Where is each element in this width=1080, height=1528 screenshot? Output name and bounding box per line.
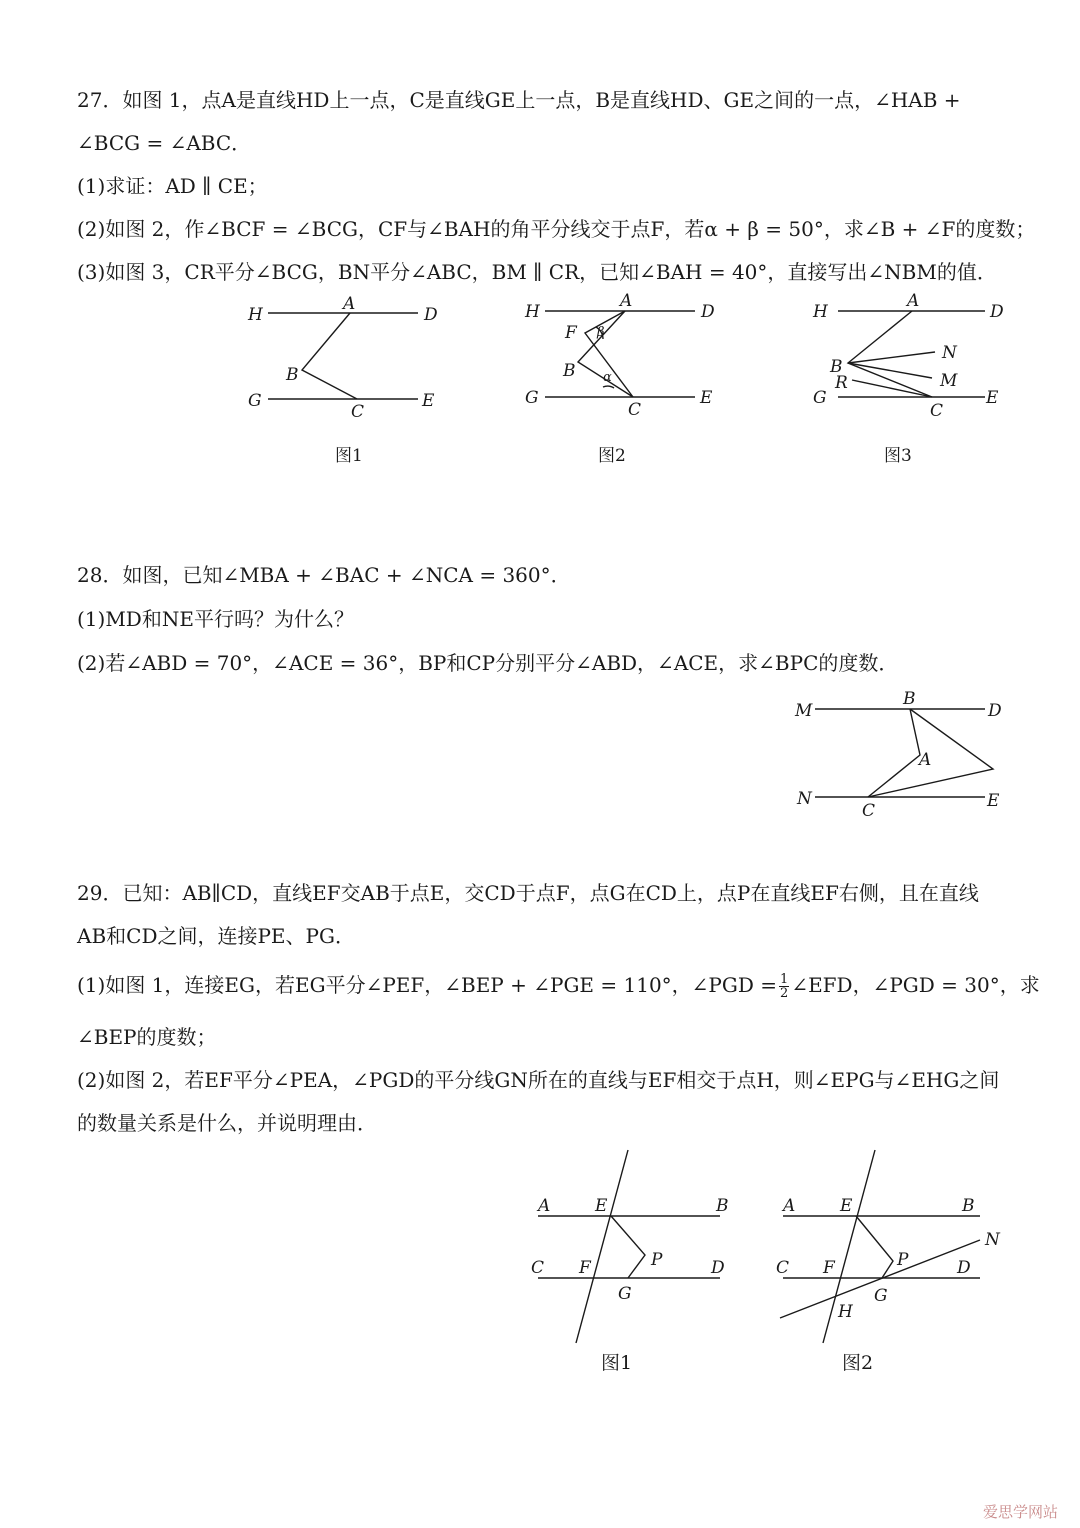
q28-fig-lines <box>815 709 993 797</box>
fig2-caption: 图2 <box>598 446 626 466</box>
q27-line-3: (1)求证：AD ∥ CE； <box>77 174 268 198</box>
q28-label-N: N <box>797 789 812 809</box>
q29-line-4: ∠BEP的度数； <box>77 1025 217 1049</box>
watermark: 爱思学网站 <box>982 1503 1058 1521</box>
q29-fig1-label-P: P <box>651 1250 663 1270</box>
fig3-label-M: M <box>940 371 958 391</box>
q27-line-1: 27．如图 1，点A是直线HD上一点，C是直线GE上一点，B是直线HD、GE之间的一点，∠HAB + <box>77 88 961 112</box>
q28-line-2: (1)MD和NE平行吗？为什么？ <box>77 607 354 631</box>
fig2-label-beta: β <box>597 325 605 340</box>
q29-fig2-label-A: A <box>783 1196 796 1216</box>
fig1-label-B: B <box>286 365 299 385</box>
fig3-label-B: B <box>830 357 843 377</box>
fig3-label-H: H <box>813 302 828 322</box>
q29-fig1-caption: 图1 <box>601 1352 633 1374</box>
fig2-label-A: A <box>620 291 633 311</box>
q29-line-6: 的数量关系是什么，并说明理由． <box>77 1111 377 1135</box>
fig1-caption: 图1 <box>335 446 363 466</box>
q29-fig1-label-B: B <box>716 1196 729 1216</box>
fig1-label-C: C <box>351 402 365 422</box>
q29-fig2-label-F: F <box>823 1258 835 1278</box>
fig3-label-A: A <box>907 291 920 311</box>
q29-fig1-label-E: E <box>595 1196 608 1216</box>
q28-label-M: M <box>795 701 813 721</box>
q29-line-3-part-a: (1)如图 1，连接EG，若EG平分∠PEF，∠BEP + ∠PGE = 110°，∠PGD = <box>77 973 778 997</box>
fig2-label-E: E <box>700 388 713 408</box>
fig3-label-N: N <box>942 343 957 363</box>
q29-fig2-label-C: C <box>776 1258 790 1278</box>
fig2-label-F: F <box>565 323 577 343</box>
q28-label-C: C <box>862 801 876 821</box>
fig1-label-H: H <box>248 305 263 325</box>
fraction-denominator: 2 <box>780 986 789 1001</box>
q29-fig1-label-A: A <box>538 1196 551 1216</box>
q29-fig1-label-C: C <box>531 1258 545 1278</box>
q27-line-4: (2)如图 2，作∠BCF = ∠BCG，CF与∠BAH的角平分线交于点F，若α + β = 50°，求∠B + ∠F的度数； <box>77 217 1036 241</box>
q29-fig2-label-H: H <box>838 1302 853 1322</box>
fig2-label-H: H <box>525 302 540 322</box>
q28-label-E: E <box>987 791 1000 811</box>
q28-line-1: 28．如图，已知∠MBA + ∠BAC + ∠NCA = 360°． <box>77 563 571 587</box>
q29-fig2-label-E: E <box>840 1196 853 1216</box>
fig1-label-E: E <box>422 391 435 411</box>
q28-label-A: A <box>919 750 932 770</box>
fig2-label-G: G <box>525 388 539 408</box>
q29-fig1-label-D: D <box>711 1258 725 1278</box>
fraction-numerator: 1 <box>780 972 789 987</box>
q29-line-2: AB和CD之间，连接PE、PG． <box>77 924 355 948</box>
fig3-label-D: D <box>990 302 1004 322</box>
q29-fig1-lines <box>538 1150 720 1343</box>
q29-fig2-lines <box>780 1150 980 1343</box>
fig2-label-alpha: α <box>603 370 612 385</box>
q28-label-D: D <box>988 701 1002 721</box>
fig3-label-E: E <box>986 388 999 408</box>
fig3-label-G: G <box>813 388 827 408</box>
q28-line-3: (2)若∠ABD = 70°，∠ACE = 36°，BP和CP分别平分∠ABD，∠ACE，求∠BPC的度数． <box>77 651 899 675</box>
fig3-label-C: C <box>930 401 944 421</box>
q29-fig1-label-F: F <box>579 1258 591 1278</box>
fig1-label-G: G <box>248 391 262 411</box>
q29-line-5: (2)如图 2，若EF平分∠PEA，∠PGD的平分线GN所在的直线与EF相交于点H，则∠EPG与∠EHG之间 <box>77 1068 1000 1092</box>
fig3-label-R: R <box>835 373 848 393</box>
q27-fig1-lines <box>268 313 418 399</box>
q27-fig3-lines <box>838 311 985 397</box>
fig1-label-A: A <box>343 294 356 314</box>
fig2-label-C: C <box>628 400 642 420</box>
q29-fig1-label-G: G <box>618 1284 632 1304</box>
q29-fig2-label-D: D <box>957 1258 971 1278</box>
q27-line-2: ∠BCG = ∠ABC． <box>77 131 252 155</box>
q29-fig2-label-G: G <box>874 1286 888 1306</box>
fig2-label-D: D <box>701 302 715 322</box>
q29-fig2-label-B: B <box>962 1196 975 1216</box>
fig1-label-D: D <box>424 305 438 325</box>
fig3-caption: 图3 <box>884 446 912 466</box>
q29-fig2-caption: 图2 <box>842 1352 874 1374</box>
q28-label-B: B <box>903 689 916 709</box>
q27-line-5: (3)如图 3，CR平分∠BCG，BN平分∠ABC，BM ∥ CR，已知∠BAH = 40°，直接写出∠NBM的值． <box>77 260 997 284</box>
fig2-label-B: B <box>563 361 576 381</box>
q29-line-3-part-b: ∠EFD，∠PGD = 30°，求 <box>791 973 1040 997</box>
q29-fig2-label-N: N <box>985 1230 1000 1250</box>
q29-fig2-label-P: P <box>897 1250 909 1270</box>
q29-line-1: 29．已知：AB∥CD，直线EF交AB于点E，交CD于点F，点G在CD上，点P在直线EF右侧，且在直线 <box>77 881 979 905</box>
